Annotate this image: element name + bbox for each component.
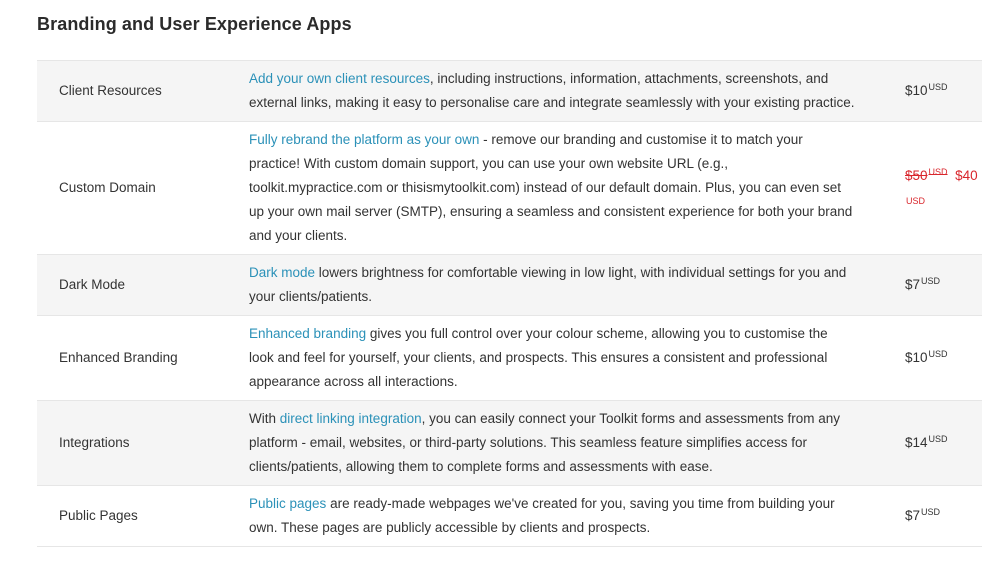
section-title: Branding and User Experience Apps xyxy=(37,14,352,34)
price-currency: USD xyxy=(928,433,948,444)
app-name: Client Resources xyxy=(37,61,249,122)
enhanced-branding-link[interactable]: Enhanced branding xyxy=(249,326,367,341)
client-resources-link[interactable]: Add your own client resources xyxy=(249,71,430,86)
app-description xyxy=(249,316,884,401)
app-name: Public Pages xyxy=(37,486,249,547)
app-price xyxy=(884,122,982,255)
price-value: $7 xyxy=(905,277,921,292)
price-value: $10 xyxy=(905,350,928,365)
price-currency: USD xyxy=(928,81,948,92)
app-description-text: gives you full control over your colour scheme, allowing you to customise the look and feel for yourself, your clients, and prospects. This ensures a consistent and professional appearance across all interactions. xyxy=(249,326,828,389)
app-description xyxy=(249,401,884,486)
price-value: $7 xyxy=(905,508,921,523)
price-value: $14 xyxy=(905,435,928,450)
app-description xyxy=(249,255,884,316)
app-description-text: - remove our branding and customise it to match your practice! With custom domain support, you can use your own website URL (e.g., toolkit.mypractice.com or thisismytoolkit.com) instead of our default domain. Plus, you can even set up your own mail server (SMTP), ensuring a seamless and consistent experience for both your brand and your clients. xyxy=(249,132,853,243)
public-pages-link[interactable]: Public pages xyxy=(249,496,327,511)
apps-table xyxy=(37,60,982,547)
app-name: Integrations xyxy=(37,401,249,486)
old-price-currency: USD xyxy=(928,166,948,177)
app-description xyxy=(249,61,884,122)
old-price-value: $50 xyxy=(905,168,928,183)
app-name: Dark Mode xyxy=(37,255,249,316)
price-value: $10 xyxy=(905,83,928,98)
table-row-public-pages xyxy=(37,486,982,547)
old-price xyxy=(905,168,948,183)
dark-mode-link[interactable]: Dark mode xyxy=(249,265,316,280)
app-price xyxy=(884,486,982,547)
app-price xyxy=(884,61,982,122)
app-description xyxy=(249,122,884,255)
app-name: Enhanced Branding xyxy=(37,316,249,401)
app-name: Custom Domain xyxy=(37,122,249,255)
table-row-custom-domain xyxy=(37,122,982,255)
app-description-text: lowers brightness for comfortable viewing in low light, with individual settings for you and your clients/patients. xyxy=(249,265,847,304)
sale-price-currency: USD xyxy=(906,196,926,206)
price-currency: USD xyxy=(928,348,948,359)
integrations-link[interactable]: direct linking integration xyxy=(279,411,422,426)
app-description-text: , you can easily connect your Toolkit forms and assessments from any platform - email, websites, or third-party solutions. This seamless feature simplifies access for clients/patients, allowing them to complete forms and assessments with ease. xyxy=(249,411,841,474)
table-row-dark-mode xyxy=(37,255,982,316)
app-price xyxy=(884,401,982,486)
app-description-text: , including instructions, information, attachments, screenshots, and external links, making it easy to personalise care and integrate seamlessly with your existing practice. xyxy=(249,71,855,110)
price-currency: USD xyxy=(921,506,941,517)
table-row-client-resources xyxy=(37,61,982,122)
app-description-prefix: With xyxy=(249,411,280,426)
sale-price-value: $40 xyxy=(955,168,978,183)
app-description-text: are ready-made webpages we've created for you, saving you time from building your own. These pages are publicly accessible by clients and prospects. xyxy=(249,496,835,535)
price-currency: USD xyxy=(921,275,941,286)
table-row-enhanced-branding xyxy=(37,316,982,401)
app-price xyxy=(884,316,982,401)
table-row-integrations xyxy=(37,401,982,486)
custom-domain-link[interactable]: Fully rebrand the platform as your own xyxy=(249,132,480,147)
app-description xyxy=(249,486,884,547)
app-price xyxy=(884,255,982,316)
